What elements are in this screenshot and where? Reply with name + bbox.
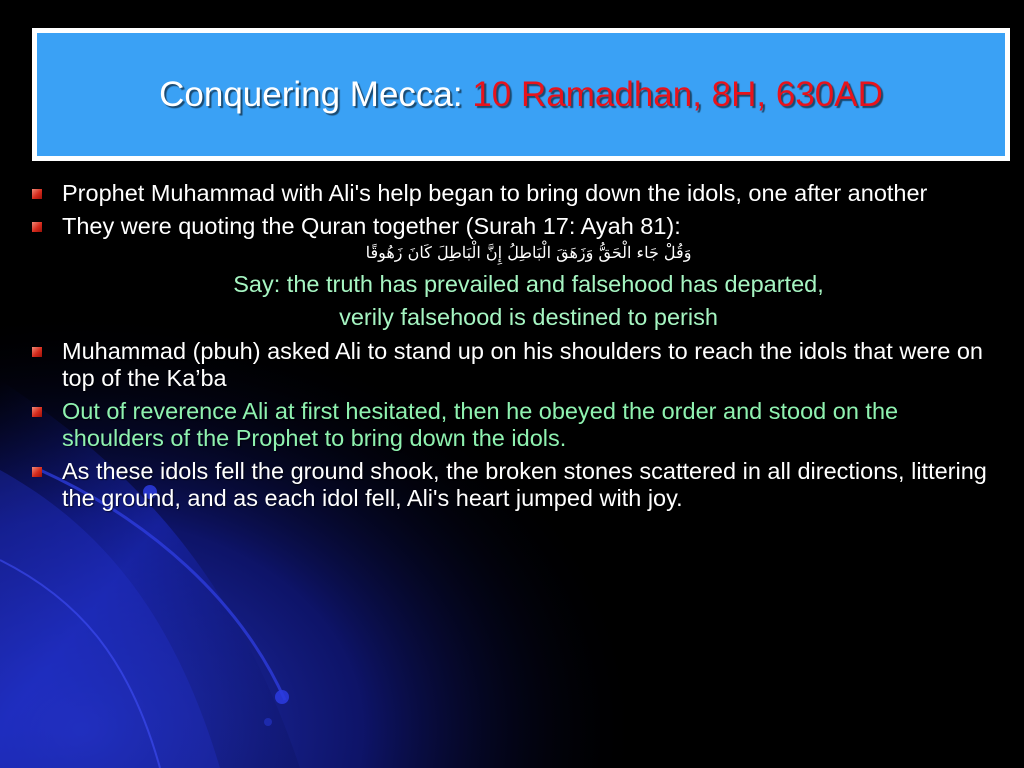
bullet-item [30, 458, 995, 512]
verse-translation-line-2: verily falsehood is destined to perish [339, 304, 718, 330]
square-bullet-icon [32, 347, 42, 357]
bullet-text: They were quoting the Quran together (Surah 17: Ayah 81): [62, 213, 681, 239]
square-bullet-icon [32, 222, 42, 232]
bullet-text: Muhammad (pbuh) asked Ali to stand up on his shoulders to reach the idols that were on top of the Ka’ba [62, 338, 983, 391]
title-date: 10 Ramadhan, 8H, 630AD [472, 74, 883, 114]
bullet-item [30, 338, 995, 392]
bullet-item [30, 213, 995, 240]
bullet-text: Out of reverence Ali at first hesitated, then he obeyed the order and stood on the shoulders of the Prophet to bring down the idols. [62, 398, 899, 451]
bullet-item-highlighted [30, 398, 995, 452]
title-prefix: Conquering Mecca: [159, 74, 473, 114]
slide-title [159, 75, 883, 115]
quran-verse [30, 242, 995, 334]
slide-body [30, 180, 995, 518]
square-bullet-icon [32, 189, 42, 199]
bullet-text: Prophet Muhammad with Ali's help began to bring down the idols, one after another [62, 180, 928, 206]
verse-translation-line-1: Say: the truth has prevailed and falsehood has departed, [233, 271, 824, 297]
square-bullet-icon [32, 407, 42, 417]
bullet-text: As these idols fell the ground shook, the broken stones scattered in all directions, littering the ground, and as each idol fell, Ali's heart jumped with joy. [62, 458, 987, 511]
title-box [32, 28, 1010, 161]
bullet-item [30, 180, 995, 207]
square-bullet-icon [32, 467, 42, 477]
arabic-verse: وَقُلْ جَاء الْحَقُّ وَزَهَقَ الْبَاطِلُ إِنَّ الْبَاطِلَ كَانَ زَهُوقًا [365, 243, 692, 262]
title-banner [37, 33, 1005, 156]
